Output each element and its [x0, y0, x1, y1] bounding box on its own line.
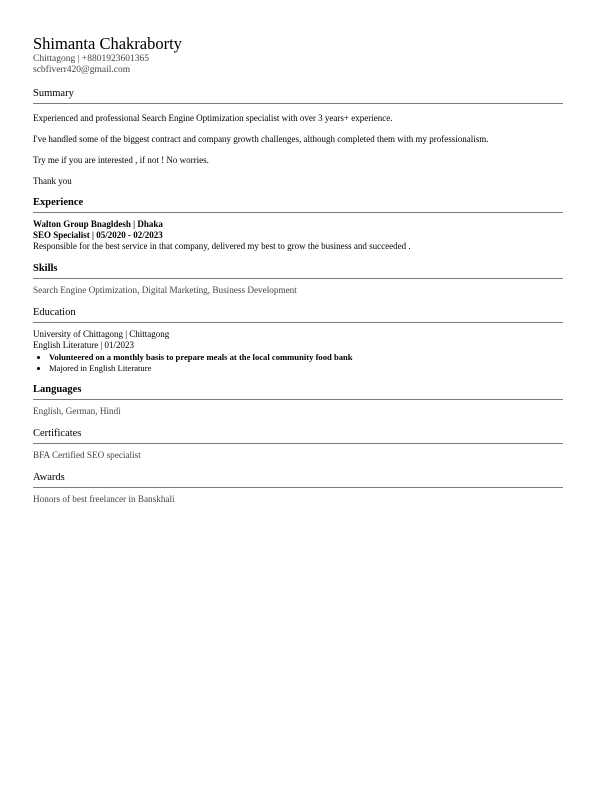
- experience-description: Responsible for the best service in that company, delivered my best to grow the business and succeeded .: [33, 241, 411, 251]
- certificates-heading: Certificates: [33, 428, 563, 444]
- awards-text: Honors of best freelancer in Banskhali: [33, 494, 175, 504]
- summary-paragraph: Experienced and professional Search Engine Optimization specialist with over 3 years+ experience.: [33, 113, 393, 123]
- summary-paragraph: I've handled some of the biggest contract and company growth challenges, although completed them with my professionalism.: [33, 134, 489, 144]
- resume-page: [33, 34, 563, 505]
- languages-text: English, German, Hindi: [33, 406, 121, 416]
- awards-section: [33, 472, 563, 505]
- experience-company: Walton Group Bnagldesh | Dhaka: [33, 219, 163, 229]
- education-degree: English Literature | 01/2023: [33, 340, 135, 350]
- experience-role: SEO Specialist | 05/2020 - 02/2023: [33, 230, 163, 240]
- awards-heading: Awards: [33, 472, 563, 488]
- list-item: • Majored in English Literature: [49, 363, 563, 374]
- list-item: • Volunteered on a monthly basis to prepare meals at the local community food bank: [49, 352, 563, 363]
- summary-paragraph: Try me if you are interested , if not ! No worries.: [33, 155, 209, 165]
- experience-heading: Experience: [33, 197, 563, 213]
- contact-location-phone: Chittagong | +8801923601365: [33, 54, 149, 64]
- summary-heading: Summary: [33, 88, 563, 104]
- skills-text: Search Engine Optimization, Digital Marketing, Business Development: [33, 285, 297, 295]
- certificates-section: [33, 428, 563, 461]
- skills-section: [33, 263, 563, 296]
- skills-heading: Skills: [33, 263, 563, 279]
- education-heading: Education: [33, 307, 563, 323]
- certificates-text: BFA Certified SEO specialist: [33, 450, 141, 460]
- candidate-name: Shimanta Chakraborty: [33, 34, 182, 53]
- summary-section: [33, 88, 563, 187]
- education-school: University of Chittagong | Chittagong: [33, 329, 170, 339]
- languages-heading: Languages: [33, 384, 563, 400]
- experience-section: [33, 197, 563, 252]
- education-bullets: [33, 352, 563, 374]
- summary-paragraph: Thank you: [33, 176, 72, 186]
- contact-email: scbfiverr420@gmail.com: [33, 65, 131, 75]
- education-section: [33, 307, 563, 374]
- languages-section: [33, 384, 563, 417]
